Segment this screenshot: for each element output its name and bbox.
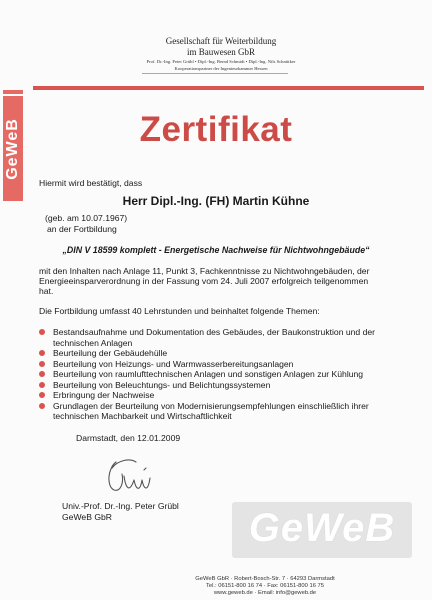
geweb-watermark-logo: GeWeB bbox=[232, 502, 412, 558]
side-logo-band bbox=[3, 90, 23, 94]
certificate-title: Zertifikat bbox=[139, 110, 293, 149]
footer-web: www.geweb.de · Email: info@geweb.de bbox=[213, 590, 317, 596]
list-item: Beurteilung von Heizungs- und Warmwasserbereitungsanlagen bbox=[39, 359, 419, 370]
list-item: Beurteilung der Gebäudehülle bbox=[39, 348, 419, 359]
topics-list bbox=[39, 327, 419, 422]
recipient-birth: (geb. am 10.07.1967) bbox=[45, 213, 128, 223]
footer-address: GeWeB GbR · Robert-Bosch-Str. 7 · 64293 Darmstadt bbox=[195, 576, 335, 582]
bullet-icon bbox=[39, 403, 45, 409]
header-red-rule bbox=[33, 86, 424, 90]
list-item: Bestandsaufnahme und Dokumentation des Gebäudes, der Baukonstruktion und der bbox=[39, 327, 419, 338]
hours-text: Die Fortbildung umfasst 40 Lehrstunden und beinhaltet folgende Themen: bbox=[39, 306, 320, 316]
footer bbox=[100, 576, 430, 597]
signatory-name: Univ.-Prof. Dr.-Ing. Peter Grübl bbox=[62, 501, 179, 511]
legal-text-1: mit den Inhalten nach Anlage 11, Punkt 3, Fachkenntnisse zu Nichtwohngebäuden, der bbox=[39, 266, 370, 276]
signature-image bbox=[78, 450, 198, 498]
partners-line: Prof. Dr.-Ing. Peter Grübl • Dipl.-Ing. Bernd Schmidt • Dipl.-Ing. Nils Schnittker bbox=[146, 59, 296, 64]
list-item: Beurteilung von raumlufttechnischen Anlagen und sonstigen Anlagen zur Kühlung bbox=[39, 369, 419, 380]
header bbox=[96, 36, 346, 72]
legal-text-2: Energieeinsparverordnung in der Fassung vom 24. Juli 2007 erfolgreich teilgenommen bbox=[39, 276, 369, 286]
list-item: technischen Machbarkeit und Wirtschaftlichkeit bbox=[53, 411, 232, 421]
course-prefix: an der Fortbildung bbox=[47, 224, 117, 234]
recipient-name: Herr Dipl.-Ing. (FH) Martin Kühne bbox=[122, 194, 310, 208]
intro-text: Hiermit wird bestätigt, dass bbox=[39, 178, 143, 188]
course-title: „DIN V 18599 komplett - Energetische Nachweise für Nichtwohngebäude“ bbox=[62, 245, 370, 255]
org-name-line1: Gesellschaft für Weiterbildung bbox=[165, 36, 277, 46]
header-divider bbox=[142, 73, 288, 74]
list-item: Beurteilung von Beleuchtungs- und Belichtungssystemen bbox=[39, 380, 419, 391]
bullet-icon bbox=[39, 392, 45, 398]
side-logo: GeWeB bbox=[3, 96, 23, 201]
place-date: Darmstadt, den 12.01.2009 bbox=[76, 433, 181, 443]
list-item: Erbringung der Nachweise bbox=[39, 390, 419, 401]
signatory-org: GeWeB GbR bbox=[62, 512, 112, 522]
chamber-line: Kooperationspartner der Ingenieurkammer Hessen bbox=[174, 66, 268, 71]
list-item: Grundlagen der Beurteilung von Modernisierungsempfehlungen einschließlich ihrer bbox=[39, 401, 419, 412]
bullet-icon bbox=[39, 361, 45, 367]
org-name-line2: im Bauwesen GbR bbox=[187, 47, 255, 57]
bullet-icon bbox=[39, 371, 45, 377]
bullet-icon bbox=[39, 382, 45, 388]
footer-phone: Tel.: 06151-800 16 74 · Fax: 06151-800 16 75 bbox=[206, 583, 324, 589]
list-item: technischen Anlagen bbox=[53, 337, 133, 348]
bullet-icon bbox=[39, 350, 45, 356]
bullet-icon bbox=[39, 329, 45, 335]
legal-text-3: hat. bbox=[39, 286, 54, 296]
